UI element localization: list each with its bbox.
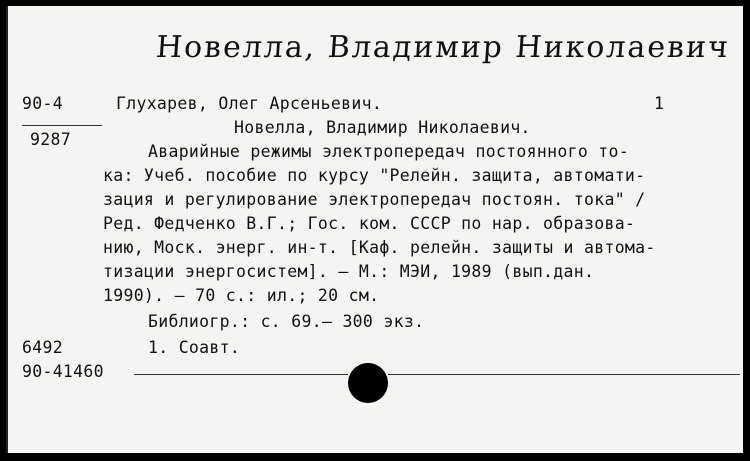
description-line: 1990). – 70 с.: ил.; 20 см.	[103, 286, 380, 305]
main-author: Глухарев, Олег Арсеньевич.	[116, 94, 383, 113]
punch-hole	[348, 363, 388, 403]
description-line: ка: Учеб. пособие по курсу "Релейн. защита, автомати-	[103, 166, 646, 185]
description-line: Аварийные режимы электропередач постоянного то-	[148, 142, 629, 161]
catalog-card	[6, 6, 743, 453]
description-line: Ред. Федченко В.Г.; Гос. ком. СССР по нар. образова-	[103, 214, 636, 233]
description-line: Библиогр.: с. 69.– 300 экз.	[148, 312, 425, 331]
card-number: 1	[654, 94, 665, 113]
shelf-number: 9287	[30, 130, 71, 149]
handwritten-heading: Новелла, Владимир Николаевич	[154, 30, 732, 65]
description-line: тизации энергосистем]. – М.: МЭИ, 1989 (вып.дан.	[103, 262, 595, 281]
description-line: нию, Моск. энерг. ин-т. [Каф. релейн. защиты и автома-	[103, 238, 656, 257]
call-number-divider	[22, 125, 102, 126]
tracing: 1. Соавт.	[148, 338, 241, 357]
added-author: Новелла, Владимир Николаевич.	[234, 118, 531, 137]
description-line: зация и регулирование электропередач постоян. тока" /	[103, 190, 646, 209]
bottom-rule-left	[134, 374, 348, 375]
bottom-rule-right	[388, 374, 740, 375]
inventory-number: 6492	[22, 338, 63, 357]
card-code: 90-41460	[22, 362, 104, 381]
call-number: 90-4	[22, 94, 63, 113]
